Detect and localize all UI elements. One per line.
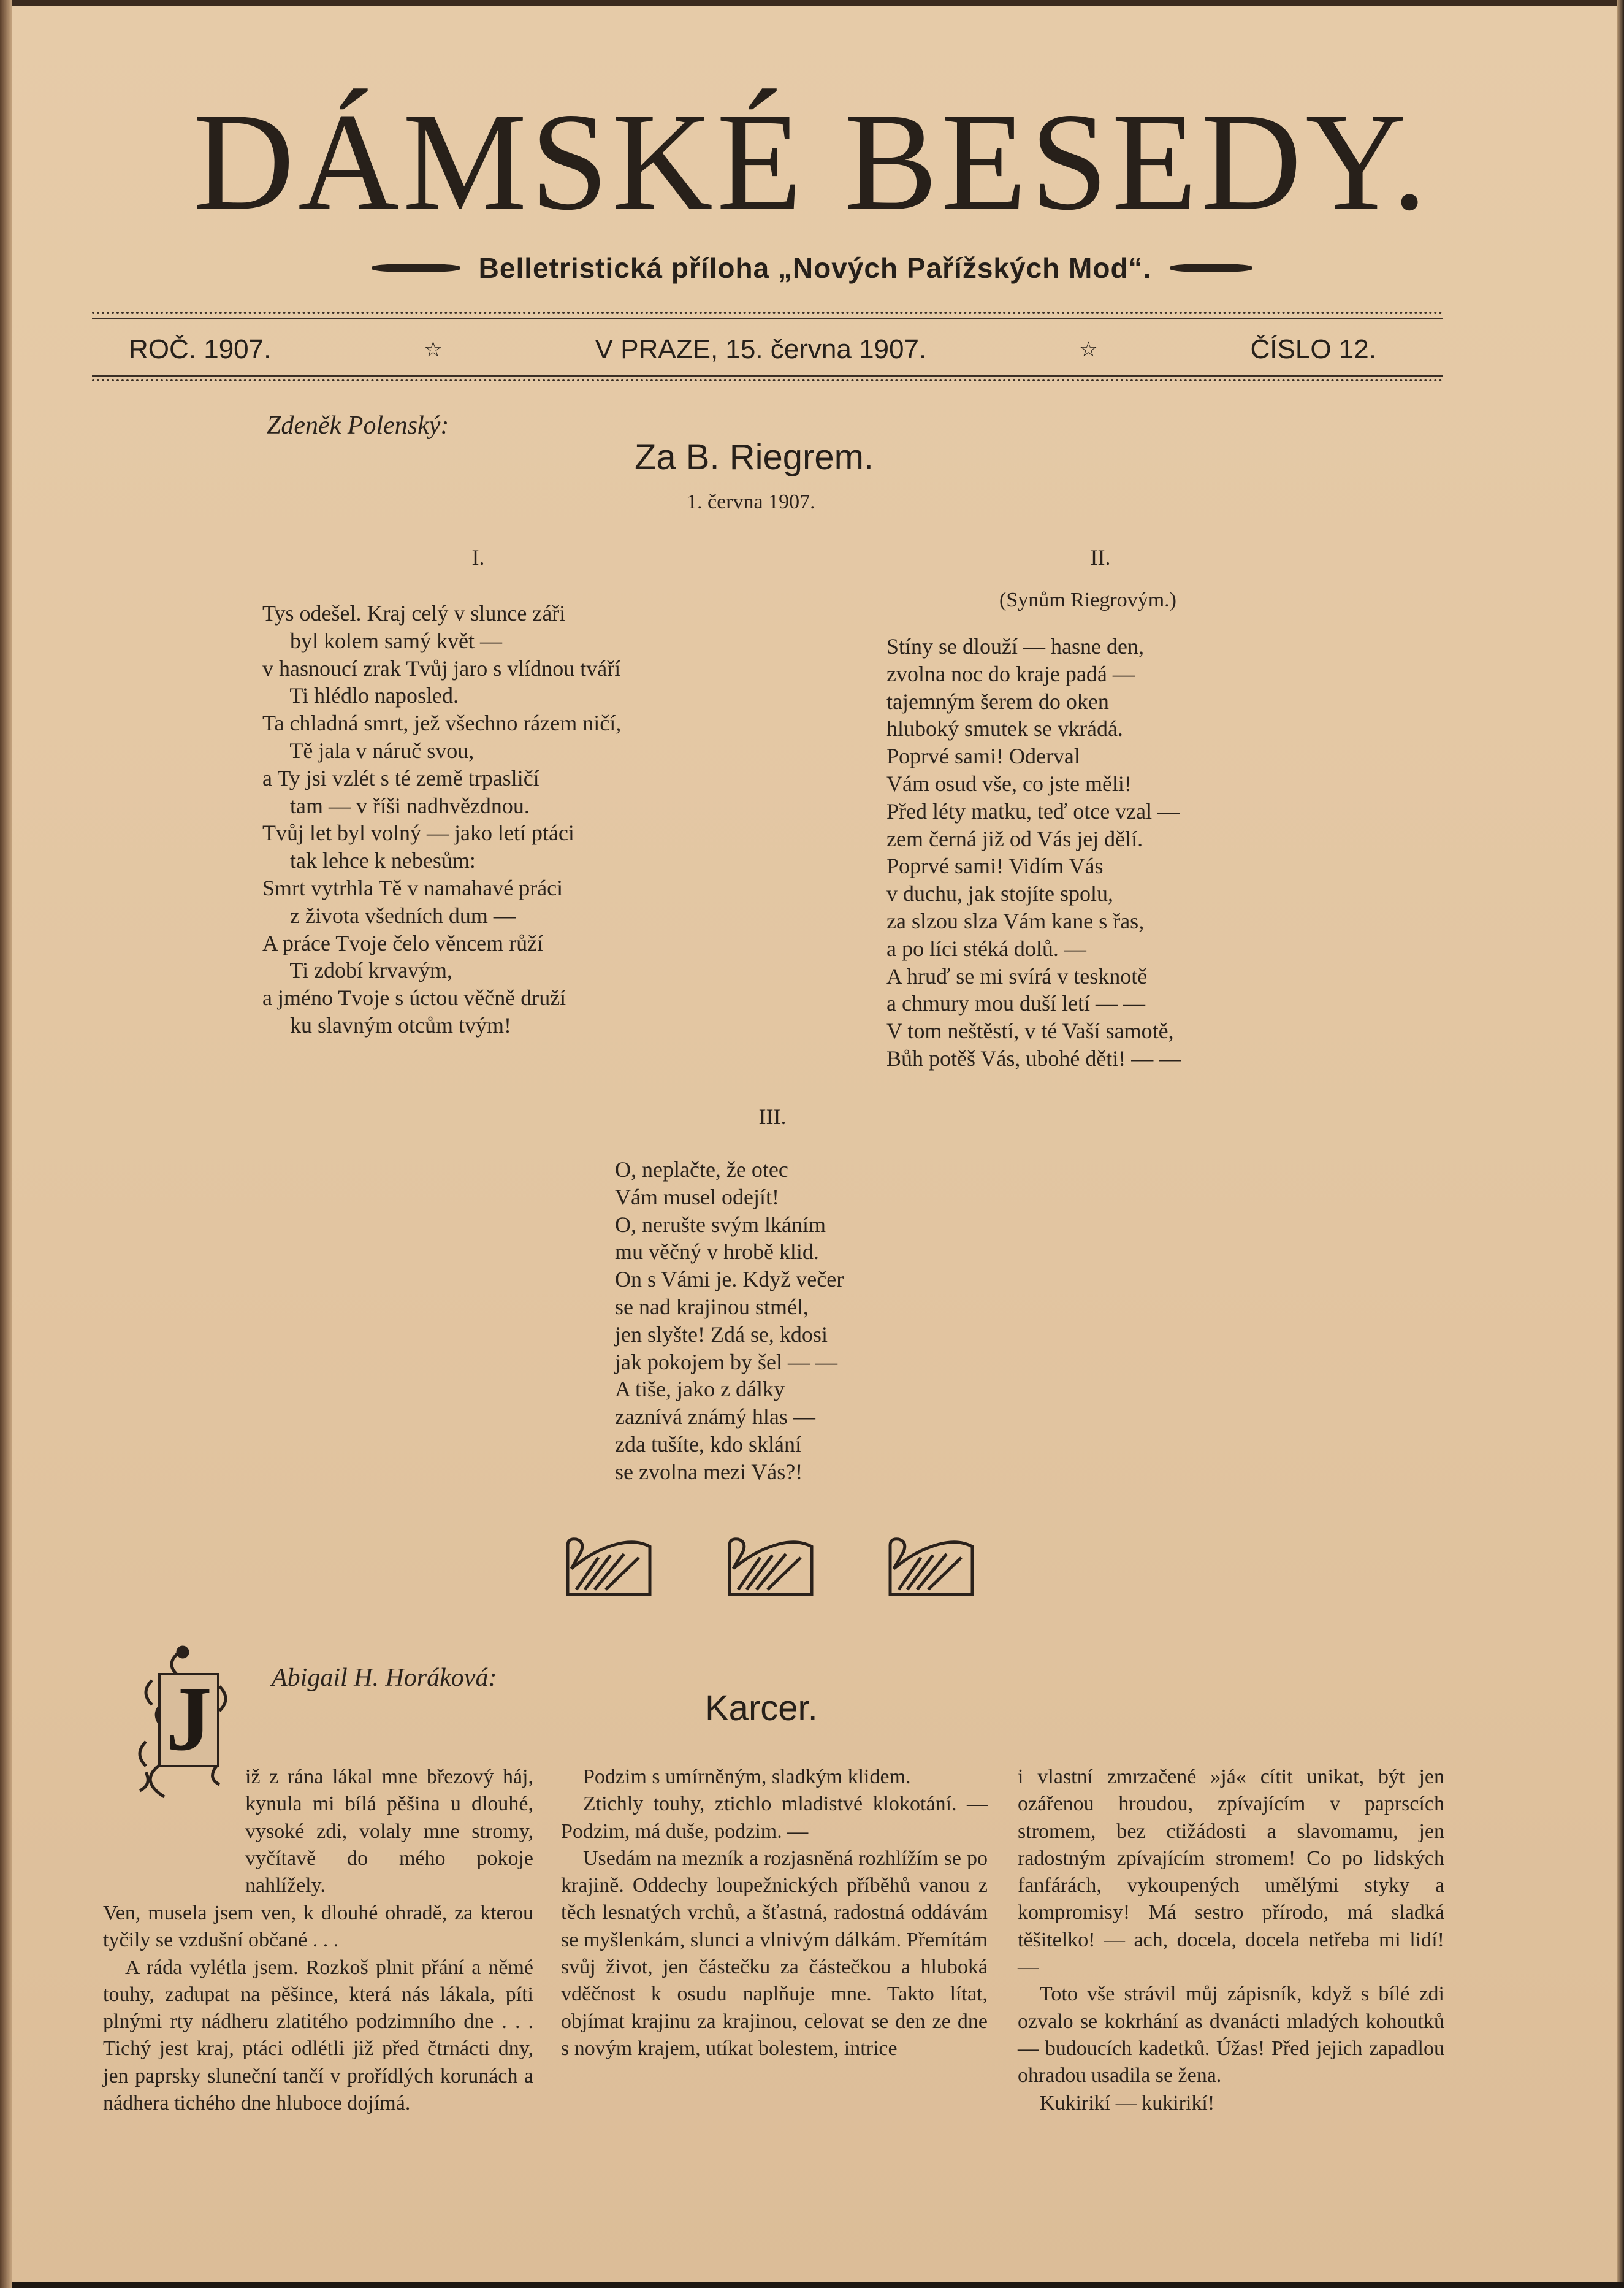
poem-part1-numeral: I. (471, 545, 485, 570)
binding-spine (0, 0, 12, 2288)
story-column3 (1018, 1764, 1444, 2117)
dateline-rule-top (92, 312, 1443, 318)
story-paragraph: iž z rána lákal mne březový háj, kynula mi bílá pěšina u dlouhé, vysoké zdi, volaly mne stromy, vyčítavě do mého pokoje nahlížely. (245, 1766, 533, 1897)
story-paragraph: Ven, musela jsem ven, k dlouhé ohradě, za kterou tyčily se vzdušní občané . . . (103, 1902, 533, 1952)
story-column1 (103, 1900, 533, 2117)
volume-label: ROČ. 1907. (129, 334, 272, 364)
page-edge-bottom (12, 2282, 1624, 2288)
swash-right-ornament (1170, 264, 1252, 272)
masthead-subtitle: Belletristická příloha „Nových Pařížských Mod“. (478, 252, 1152, 284)
poem-author: Zdeněk Polenský: (267, 411, 449, 440)
drop-cap-ornament (128, 1643, 238, 1803)
poem-part2-numeral: II. (1090, 545, 1111, 570)
masthead-subtitle-row (0, 251, 1624, 288)
dateline-rule-bottom (92, 379, 1443, 385)
story-paragraph: Usedám na mezník a rozjasněná rozhlížím se po krajině. Oddechy loupežnických příběhů vanou z těch lesnatých vrchů, a šťastná, radostná oddávám se myšlenkám, slunci a vlnivým dálkám. Přemítám svůj život, jen částečku za částečkou a hluboká vděčnost k osudu naplňuje mne. Takto lítat, objímat krajinu za krajinou, celovat se den ze dne s novým krajem, utíkat bolestem, intrice (561, 1846, 988, 2060)
poem-date: 1. června 1907. (687, 491, 815, 513)
poem-part2-text: Stíny se dlouží — hasne den, zvolna noc do kraje padá — tajemným šerem do oken hluboký smutek se vkrádá. Poprvé sami! Oderval Vám osud vše, co jste měli! Před léty matku, teď otce vzal — zem černá již od Vás jej dělí. Poprvé sami! Vidím Vás v duchu, jak stojíte spolu, za slzou slza Vám kane s řas, a po líci stéká dolů. — A hruď se mi svírá v tesknotě a chmury mou duší letí — — V tom neštěstí, v té Vaší samotě, Bůh potěš Vás, ubohé děti! — — (886, 634, 1181, 1071)
art-nouveau-ornament-icon (725, 1533, 817, 1601)
swash-left-ornament (372, 264, 460, 272)
page-edge-top (12, 0, 1624, 6)
dateline-rule-bottom-solid (92, 375, 1443, 377)
masthead-title: DÁMSKÉ BESEDY. (193, 85, 1431, 239)
poem-title: Za B. Riegrem. (635, 437, 874, 477)
dateline (129, 331, 1376, 368)
story-paragraph: Ztichly touhy, ztichlo mladistvé klokotání. — Podzim, má duše, podzim. — (561, 1793, 988, 1843)
story-author: Abigail H. Horáková: (272, 1664, 497, 1692)
dateline-rule-top-solid (92, 318, 1443, 319)
issue-label: ČÍSLO 12. (1250, 334, 1376, 364)
page-edge-right (1617, 0, 1624, 2288)
story-title: Karcer. (705, 1688, 818, 1728)
drop-cap-letter: J (166, 1668, 212, 1770)
story-paragraph: Toto vše strávil můj zápisník, když s bílé zdi ozvalo se kokrhání as dvanácti mladých kohoutků — budoucích kadetků. Úžas! Před jejich zapadlou ohradou usadila se žena. (1018, 1983, 1444, 2087)
poem-part3-numeral: III. (758, 1104, 787, 1129)
star-separator-icon: ☆ (1079, 338, 1098, 361)
story-paragraph: i vlastní zmrzačené »já« cítit unikat, být jen ozářenou hroudou, zpívajícím v paprscích stromem, bez ctižádosti a slavomamu, jen radostným zpívajícím stromem! Co po lidských fanfárách, vykoupených umělými styky a kompromisy! Má sestro přírodo, má sladká těšitelko! — ach, docela, docela netřeba mi lidí! — (1018, 1766, 1444, 1979)
story-paragraph: Podzim s umírněným, sladkým klidem. (583, 1766, 911, 1788)
art-nouveau-ornament-icon (885, 1533, 977, 1601)
star-separator-icon: ☆ (424, 338, 443, 361)
story-paragraph: Kukirikí — kukirikí! (1040, 2091, 1215, 2114)
story-column1-lead (245, 1764, 533, 1899)
place-date-label: V PRAZE, 15. června 1907. (595, 334, 927, 364)
poem-part2-dedication: (Synům Riegrovým.) (999, 589, 1176, 611)
art-nouveau-ornament-icon (563, 1533, 655, 1601)
poem-part1-text: Tys odešel. Kraj celý v slunce záři byl kolem samý květ — v hasnoucí zrak Tvůj jaro s vlídnou tváří Ti hlédlo naposled. Ta chladná smrt, jež všechno rázem ničí, Tě jala v náruč svou, a Ty jsi vzlét s té země trpasličí tam — v říši nadhvězdnou. Tvůj let byl volný — jako letí ptáci tak lehce k nebesům: Smrt vytrhla Tě v namahavé práci z života všedních dum — A práce Tvoje čelo věncem růží Ti zdobí krvavým, a jméno Tvoje s úctou věčně druží ku slavným otcům tvým! (262, 601, 622, 1038)
story-paragraph: A ráda vylétla jsem. Rozkoš plnit přání a němé touhy, zadupat na pěšince, která nás lákala, píti plnými rty nádheru zlatitého podzimního dne . . . Tichý jest kraj, ptáci odlétli již před čtrnácti dny, jen paprsky sluneční tančí v prořídlých korunách a nádhera tichého dne hluboce dojímá. (103, 1956, 533, 2115)
poem-part3-text: O, neplačte, že otec Vám musel odejít! O, nerušte svým lkáním mu věčný v hrobě klid. On s Vámi je. Když večer se nad krajinou stmél, jen slyšte! Zdá se, kdosi jak pokojem by šel — — A tiše, jako z dálky zaznívá známý hlas — zda tušíte, kdo sklání se zvolna mezi Vás?! (615, 1157, 844, 1484)
story-column2 (561, 1764, 988, 2062)
